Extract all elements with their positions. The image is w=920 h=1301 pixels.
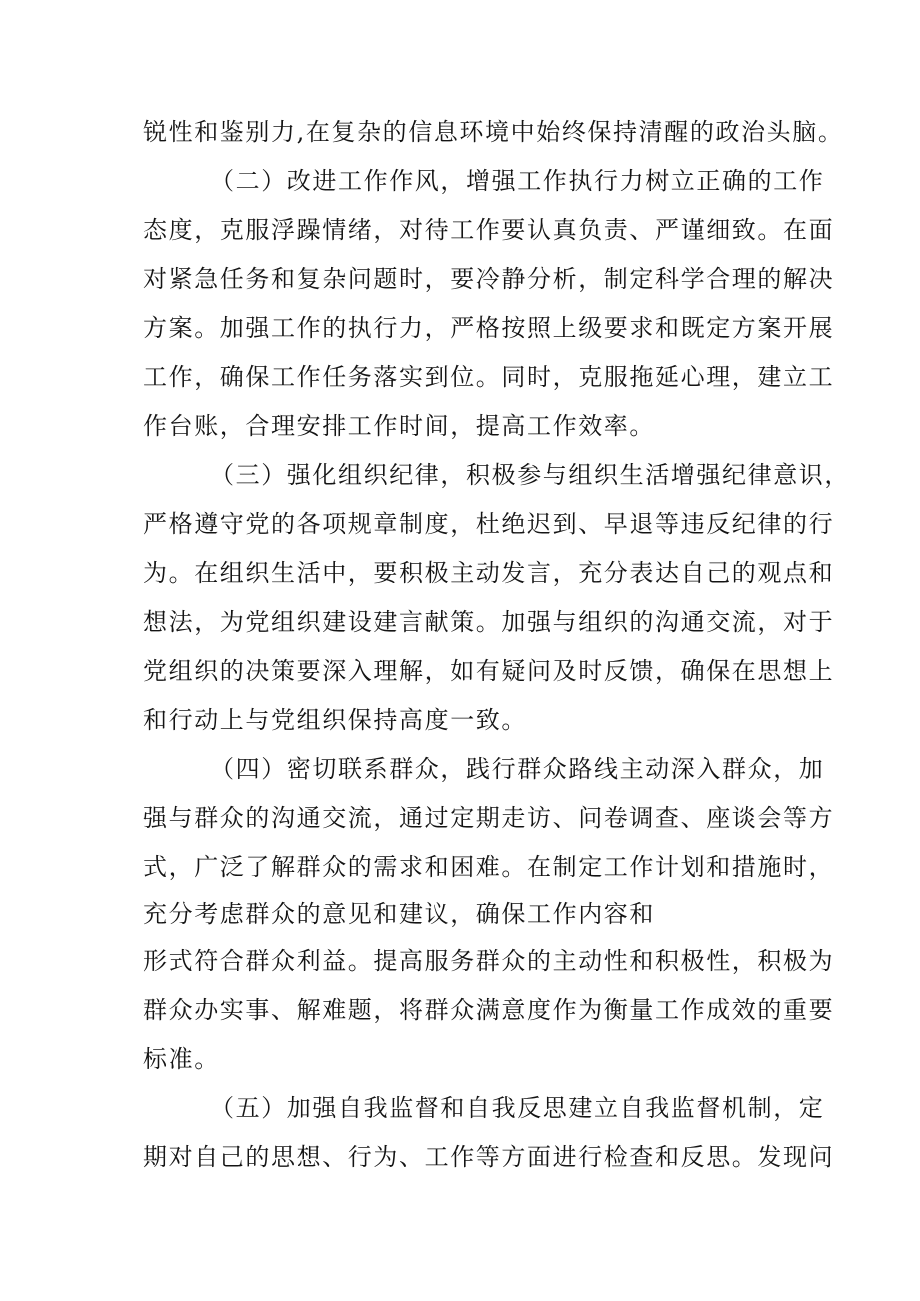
text-line: 党组织的决策要深入理解，如有疑问及时反馈，确保在思想上 — [143, 657, 835, 685]
text-line: 严格遵守党的各项规章制度，杜绝迟到、早退等违反纪律的行 — [143, 510, 835, 538]
text-line: 充分考虑群众的意见和建议，确保工作内容和 — [143, 900, 655, 928]
section-heading-line: （二）改进工作作风，增强工作执行力树立正确的工作 — [210, 167, 825, 195]
text-line: 作台账，合理安排工作时间，提高工作效率。 — [143, 412, 655, 440]
text-line: 强与群众的沟通交流，通过定期走访、问卷调查、座谈会等方 — [143, 804, 835, 832]
text-line: 工作，确保工作任务落实到位。同时，克服拖延心理，建立工 — [143, 363, 835, 391]
section-heading-line: （三）强化组织纪律，积极参与组织生活增强纪律意识， — [210, 461, 850, 489]
text-line: 和行动上与党组织保持高度一致。 — [143, 706, 527, 734]
text-line: 方案。加强工作的执行力，严格按照上级要求和既定方案开展 — [143, 314, 835, 342]
text-line: 对紧急任务和复杂问题时，要冷静分析，制定科学合理的解决 — [143, 265, 835, 293]
section-heading-line: （四）密切联系群众，践行群众路线主动深入群众，加 — [210, 755, 825, 783]
text-line: 为。在组织生活中，要积极主动发言，充分表达自己的观点和 — [143, 559, 835, 587]
text-line: 想法，为党组织建设建言献策。加强与组织的沟通交流，对于 — [143, 608, 835, 636]
text-line: 锐性和鉴别力,在复杂的信息环境中始终保持清醒的政治头脑。 — [143, 118, 844, 146]
text-line: 期对自己的思想、行为、工作等方面进行检查和反思。发现问 — [143, 1143, 835, 1171]
text-line: 态度，克服浮躁情绪，对待工作要认真负责、严谨细致。在面 — [143, 216, 835, 244]
text-line: 式，广泛了解群众的需求和困难。在制定工作计划和措施时， — [143, 853, 835, 881]
text-line: 群众办实事、解难题，将群众满意度作为衡量工作成效的重要 — [143, 996, 835, 1024]
text-line: 标准。 — [143, 1045, 220, 1073]
text-line: 形式符合群众利益。提高服务群众的主动性和积极性，积极为 — [143, 947, 835, 975]
section-heading-line: （五）加强自我监督和自我反思建立自我监督机制，定 — [210, 1094, 825, 1122]
